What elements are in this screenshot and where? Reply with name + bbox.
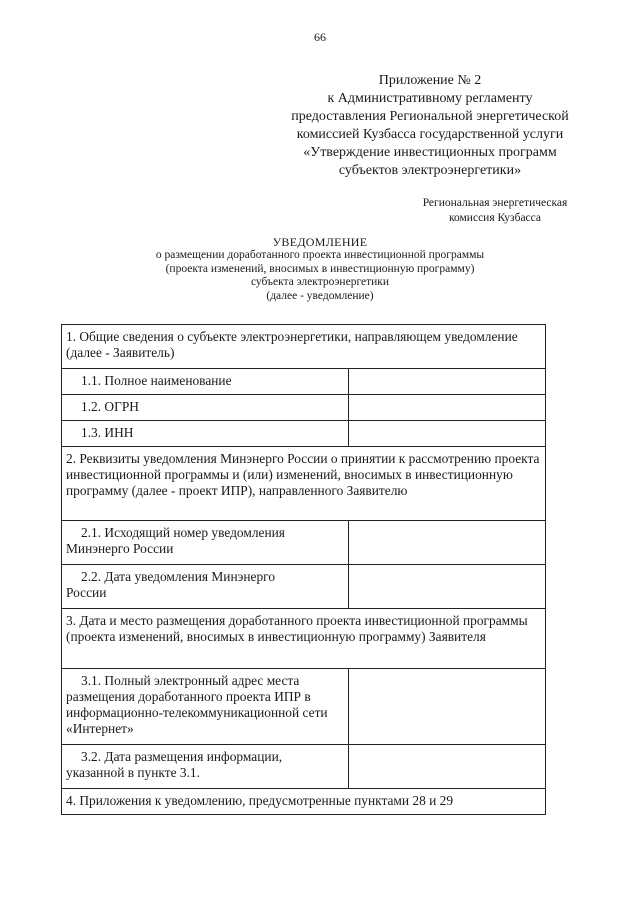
field-label-full-name: 1.1. Полное наименование — [62, 369, 349, 395]
field-label-web-address: 3.1. Полный электронный адрес места размещения доработанного проекта ИПР в информационно-телекоммуникационной сети «Интернет» — [62, 669, 349, 745]
field-value-notice-date[interactable] — [349, 565, 546, 609]
annex-line: Приложение № 2 — [378, 73, 482, 88]
field-label-ogrn: 1.2. ОГРН — [62, 395, 349, 421]
section-4-title: 4. Приложения к уведомлению, предусмотренные пунктами 28 и 29 — [62, 789, 546, 815]
section-4-row — [62, 789, 546, 815]
field-value-web-address[interactable] — [349, 669, 546, 745]
annex-line: предоставления Региональной энергетической — [291, 109, 569, 124]
notice-title: УВЕДОМЛЕНИЕ — [272, 235, 368, 249]
annex-line: субъектов электроэнергетики» — [338, 163, 522, 178]
field-value-ogrn[interactable] — [349, 395, 546, 421]
field-row — [62, 395, 546, 421]
recipient-block — [395, 196, 595, 226]
field-row — [62, 369, 546, 395]
field-row — [62, 421, 546, 447]
field-row — [62, 521, 546, 565]
field-value-inn[interactable] — [349, 421, 546, 447]
annex-line: комиссией Кузбасса государственной услуги — [296, 127, 564, 142]
section-2-title: 2. Реквизиты уведомления Минэнерго России о принятии к рассмотрению проекта инвестиционной программы и (или) изменений, вносимых в инвестиционную программу (далее - проект ИПР), направленного Заявителю — [62, 447, 546, 521]
field-value-publication-date[interactable] — [349, 745, 546, 789]
field-label-notice-date: 2.2. Дата уведомления Минэнерго России — [62, 565, 349, 609]
notice-heading — [0, 236, 640, 303]
field-row — [62, 565, 546, 609]
field-row — [62, 745, 546, 789]
field-label-inn: 1.3. ИНН — [62, 421, 349, 447]
recipient-line: комиссия Кузбасса — [449, 212, 541, 224]
page-number: 66 — [314, 30, 326, 44]
field-value-full-name[interactable] — [349, 369, 546, 395]
recipient-line: Региональная энергетическая — [422, 197, 568, 209]
notice-subtitle-line: (проекта изменений, вносимых в инвестиционную программу) — [165, 262, 475, 275]
annex-line: к Административному регламенту — [327, 91, 533, 106]
section-3-row — [62, 609, 546, 669]
section-2-row — [62, 447, 546, 521]
notice-subtitle-line: (далее - уведомление) — [266, 289, 374, 302]
notice-subtitle-line: субъекта электроэнергетики — [250, 276, 390, 289]
annex-header — [250, 72, 610, 180]
notice-form-table — [61, 324, 546, 815]
notice-subtitle-line: о размещении доработанного проекта инвестиционной программы — [155, 249, 485, 262]
field-value-notice-number[interactable] — [349, 521, 546, 565]
section-1-title: 1. Общие сведения о субъекте электроэнергетики, направляющем уведомление (далее - Заявитель) — [62, 325, 546, 369]
field-row — [62, 669, 546, 745]
field-label-publication-date: 3.2. Дата размещения информации, указанной в пункте 3.1. — [62, 745, 349, 789]
annex-line: «Утверждение инвестиционных программ — [303, 145, 557, 160]
section-1-row — [62, 325, 546, 369]
field-label-notice-number: 2.1. Исходящий номер уведомления Минэнерго России — [62, 521, 349, 565]
section-3-title: 3. Дата и место размещения доработанного проекта инвестиционной программы (проекта изменений, вносимых в инвестиционную программу) Заявителя — [62, 609, 546, 669]
